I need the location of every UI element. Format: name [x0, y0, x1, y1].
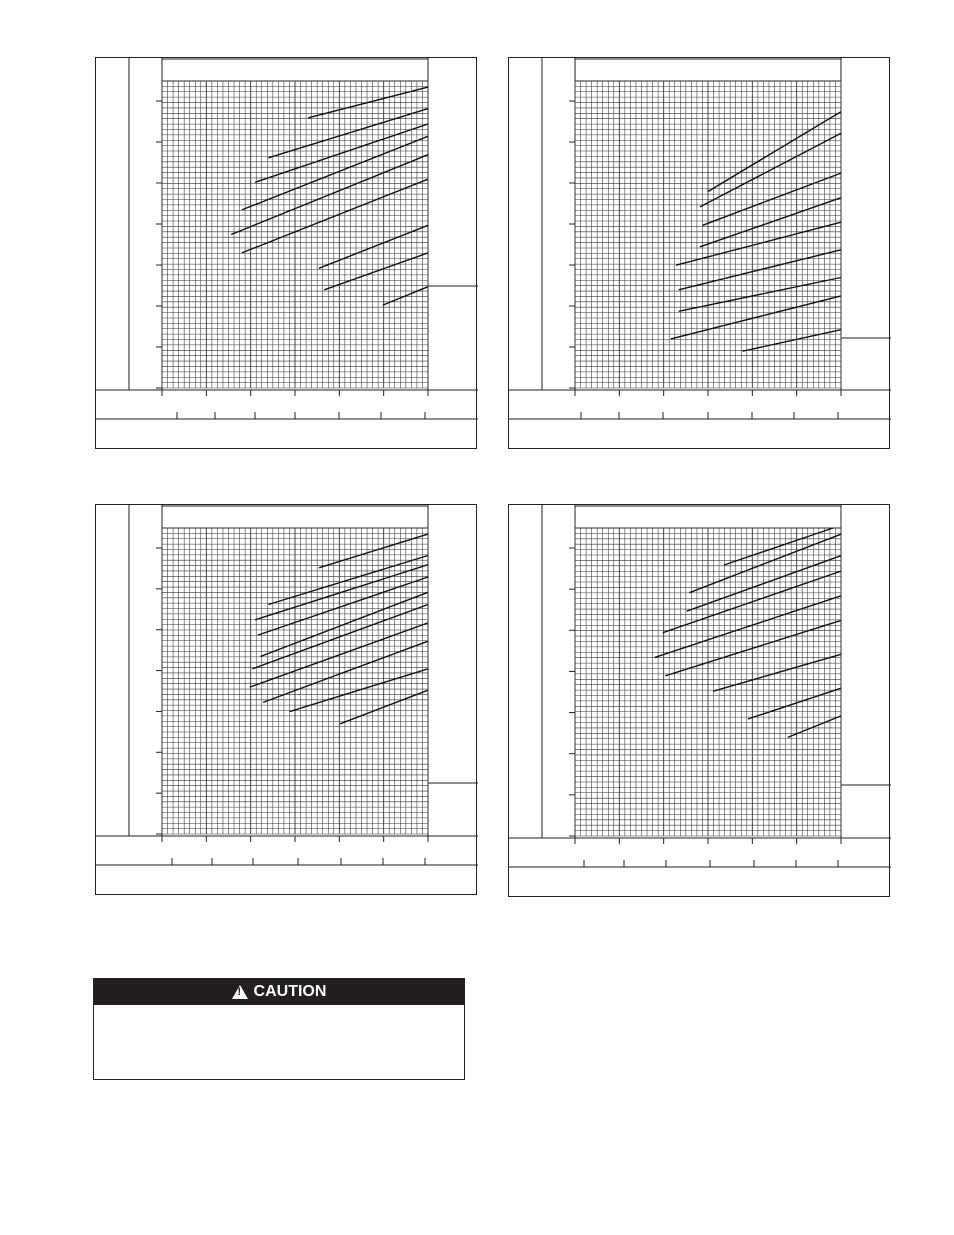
series-line-9: [788, 716, 841, 738]
chart-header-box: [162, 506, 428, 528]
series-line-6: [679, 250, 841, 290]
series-line-9: [383, 287, 428, 305]
caution-heading: CAUTION: [253, 983, 327, 1000]
chart-bottom-left: [95, 504, 477, 895]
series-line-7: [713, 654, 841, 691]
series-line-5: [231, 155, 428, 235]
series-line-8: [263, 641, 428, 702]
chart-svg: [509, 505, 891, 898]
caution-box: [93, 978, 465, 1080]
chart-header-box: [575, 59, 841, 81]
chart-bottom-right: [508, 504, 890, 897]
series-line-6: [665, 620, 841, 675]
series-line-3: [255, 124, 428, 182]
series-line-8: [748, 688, 841, 719]
series-line-2: [268, 556, 428, 605]
chart-top-left: [95, 57, 477, 449]
chart-svg: [96, 58, 478, 450]
chart-svg: [96, 505, 478, 896]
series-line-7: [679, 278, 841, 312]
caution-header: [94, 979, 464, 1005]
series-line-8: [671, 296, 841, 339]
series-line-8: [324, 253, 428, 290]
series-line-3: [703, 173, 841, 225]
chart-header-box: [575, 506, 841, 528]
warning-triangle-icon: [232, 985, 248, 999]
chart-header-box: [162, 59, 428, 81]
caution-body: [94, 1005, 464, 1017]
chart-svg: [509, 58, 891, 450]
series-line-4: [258, 577, 428, 635]
series-line-9: [743, 330, 841, 352]
chart-top-right: [508, 57, 890, 449]
series-line-2: [700, 133, 841, 207]
